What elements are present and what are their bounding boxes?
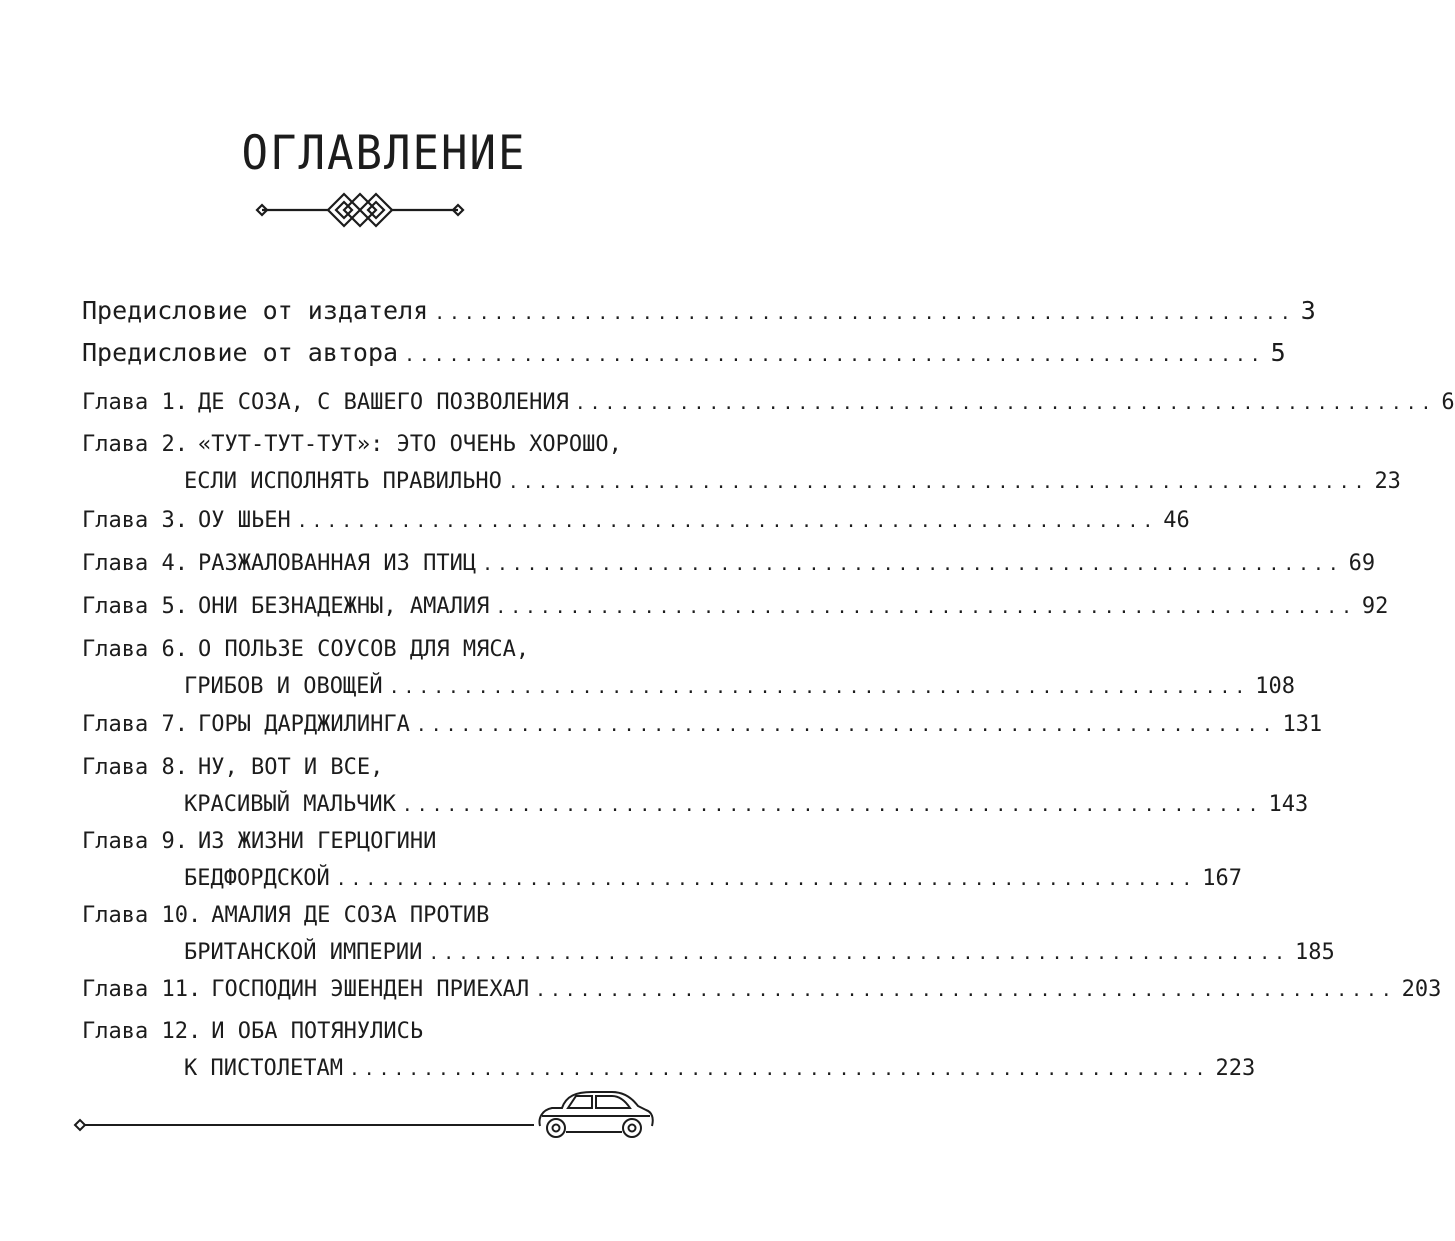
toc-entry-chapter[interactable]: [82, 1019, 632, 1044]
chapter-number: Глава 1.: [82, 390, 188, 415]
chapter-title: РАЗЖАЛОВАННАЯ ИЗ ПТИЦ: [197, 551, 477, 576]
toc-page-number: 223: [1215, 1056, 1256, 1081]
chapter-title: И ОБА ПОТЯНУЛИСЬ: [211, 1019, 424, 1044]
dot-leader: ..........................................................: [296, 511, 1158, 532]
dot-leader: ..........................................................: [404, 345, 1265, 366]
toc-entry-chapter[interactable]: [82, 755, 632, 780]
chapter-title: ГОСПОДИН ЭШЕНДЕН ПРИЕХАЛ: [211, 977, 530, 1002]
chapter-number: Глава 5.: [82, 594, 188, 619]
dot-leader: ..........................................................: [428, 943, 1289, 964]
chapter-title-continuation: БЕДФОРДСКОЙ: [184, 866, 330, 891]
dot-leader: ..........................................................: [335, 869, 1197, 890]
toc-page-number: 131: [1282, 712, 1323, 737]
chapter-number: Глава 2.: [82, 432, 188, 457]
toc-entry-chapter[interactable]: [82, 594, 1389, 619]
toc-page-number: 143: [1268, 792, 1309, 817]
dot-leader: ..........................................................: [434, 303, 1295, 324]
toc-entry-chapter-continuation: [184, 674, 1295, 699]
chapter-number: Глава 11.: [82, 977, 202, 1002]
chapter-number: Глава 10.: [82, 903, 202, 928]
toc-entry-chapter[interactable]: [82, 432, 632, 457]
toc-entry-chapter[interactable]: [82, 977, 1442, 1002]
dot-leader: ..........................................................: [574, 393, 1436, 414]
chapter-title: ДЕ СОЗА, С ВАШЕГО ПОЗВОЛЕНИЯ: [197, 390, 569, 415]
dot-leader: ..........................................................: [495, 597, 1356, 618]
chapter-title: О ПОЛЬЗЕ СОУСОВ ДЛЯ МЯСА,: [197, 637, 530, 662]
toc-page-number: 69: [1348, 551, 1376, 576]
toc-page-number: 185: [1294, 940, 1335, 965]
chapter-number: Глава 8.: [82, 755, 188, 780]
chapter-title: «ТУТ-ТУТ-ТУТ»: ЭТО ОЧЕНЬ ХОРОШО,: [197, 432, 622, 457]
vintage-car-icon: [72, 1088, 662, 1148]
chapter-title: ГОРЫ ДАРДЖИЛИНГА: [197, 712, 410, 737]
chapter-title: ОНИ БЕЗНАДЕЖНЫ, АМАЛИЯ: [197, 594, 490, 619]
chapter-number: Глава 9.: [82, 829, 188, 854]
toc-page-number: 203: [1401, 977, 1442, 1002]
toc-entry-chapter-continuation: [184, 469, 1401, 494]
toc-entry-chapter-continuation: [184, 940, 1335, 965]
diamond-knot-ornament-icon: [248, 188, 472, 232]
dot-leader: ..........................................................: [507, 472, 1369, 493]
dot-leader: ..........................................................: [388, 677, 1250, 698]
chapter-number: Глава 4.: [82, 551, 188, 576]
chapter-number: Глава 7.: [82, 712, 188, 737]
chapter-number: Глава 6.: [82, 637, 188, 662]
dot-leader: ..........................................................: [401, 795, 1263, 816]
toc-page-number: 46: [1163, 508, 1190, 533]
toc-entry-chapter[interactable]: [82, 712, 1323, 737]
chapter-title: ОУ ШЬЕН: [197, 508, 291, 533]
toc-entry-chapter[interactable]: [82, 903, 632, 928]
page-title: ОГЛАВЛЕНИЕ: [241, 125, 527, 182]
chapter-number: Глава 3.: [82, 508, 188, 533]
toc-entry-chapter[interactable]: [82, 551, 1376, 576]
toc-entry-front[interactable]: [82, 338, 1286, 367]
chapter-title-continuation: КРАСИВЫЙ МАЛЬЧИК: [184, 792, 396, 817]
toc-entry-label: Предисловие от издателя: [82, 296, 429, 325]
chapter-title: АМАЛИЯ ДЕ СОЗА ПРОТИВ: [211, 903, 490, 928]
toc-entry-front[interactable]: [82, 296, 1316, 325]
dot-leader: ..........................................................: [348, 1059, 1210, 1080]
dot-leader: ..........................................................: [482, 554, 1343, 575]
dot-leader: ..........................................................: [415, 715, 1277, 736]
toc-page-number: 5: [1270, 338, 1286, 367]
toc-page-number: 92: [1361, 594, 1389, 619]
toc-entry-chapter[interactable]: [82, 390, 1455, 415]
dot-leader: ..........................................................: [535, 980, 1396, 1001]
toc-page-number: 3: [1300, 296, 1316, 325]
toc-entry-chapter-continuation: [184, 1056, 1256, 1081]
chapter-title: ИЗ ЖИЗНИ ГЕРЦОГИНИ: [197, 829, 437, 854]
chapter-title: НУ, ВОТ И ВСЕ,: [197, 755, 384, 780]
toc-page-number: 167: [1202, 866, 1242, 891]
toc-entry-chapter-continuation: [184, 866, 1242, 891]
toc-entry-chapter[interactable]: [82, 508, 1190, 533]
toc-page-number: 23: [1374, 469, 1401, 494]
toc-page-number: 108: [1255, 674, 1295, 699]
chapter-title-continuation: БРИТАНСКОЙ ИМПЕРИИ: [184, 940, 423, 965]
toc-entry-chapter[interactable]: [82, 829, 632, 854]
chapter-title-continuation: ГРИБОВ И ОВОЩЕЙ: [184, 674, 383, 699]
chapter-number: Глава 12.: [82, 1019, 202, 1044]
toc-entry-chapter[interactable]: [82, 637, 632, 662]
chapter-title-continuation: К ПИСТОЛЕТАМ: [184, 1056, 343, 1081]
toc-page-number: 6: [1441, 390, 1455, 415]
chapter-title-continuation: ЕСЛИ ИСПОЛНЯТЬ ПРАВИЛЬНО: [184, 469, 502, 494]
toc-entry-chapter-continuation: [184, 792, 1309, 817]
toc-entry-label: Предисловие от автора: [82, 338, 399, 367]
